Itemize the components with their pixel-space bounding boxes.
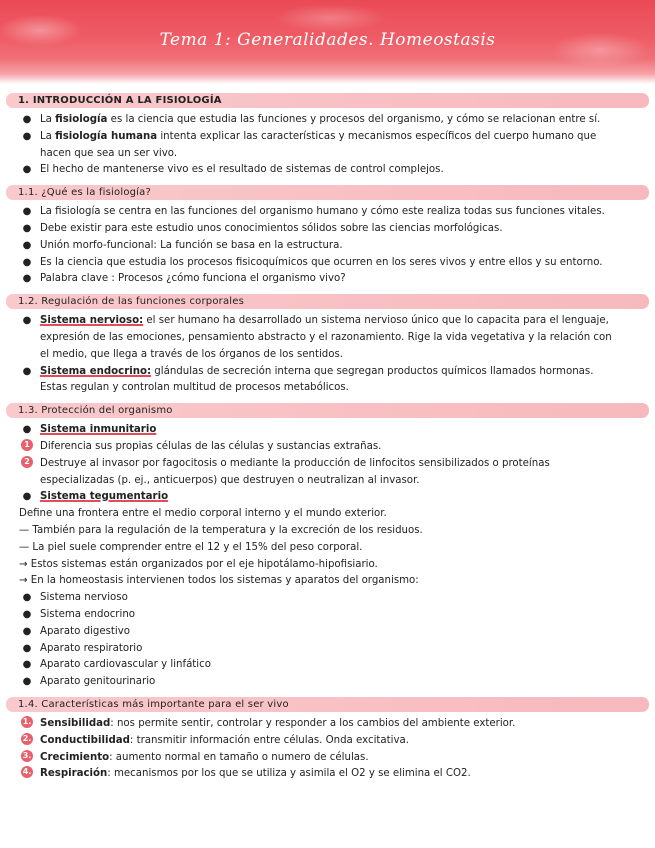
bullet-icon: ● [22,130,32,142]
bullet-icon: ● [22,206,32,218]
section-1-4-list [0,716,655,783]
section-heading-1-2: 1.2. Regulación de las funciones corporales [6,294,649,309]
number-badge: 1 [21,439,33,451]
number-badge: 2. [22,733,32,743]
bullet-icon: ● [22,676,32,688]
bullet-icon: ● [22,592,32,604]
number-badge: 1. [22,716,32,726]
numbered-item: 1. Sensibilidad: nos permite sentir, controlar y responder a los cambios del ambiente exterior. [22,716,516,729]
number-badge: 4. [22,767,32,777]
list-item [0,422,655,439]
section-1-3-list [0,422,655,691]
bullet-icon: ● [22,659,32,671]
list-item: ● Sistema nervioso: el ser humano ha desarrollado un sistema nervioso único que lo capacita para el lenguaje, [0,313,655,330]
bullet-icon: ● [22,256,32,268]
list-item: ● Sistema nervioso [0,590,655,607]
term-label: Sistema nervioso: [40,315,144,327]
text-line: → Estos sistemas están organizados por el eje hipotálamo-hipofisiario. [19,558,378,570]
list-item-continuation: expresión de las emociones, pensamiento abstracto y el razonamiento. Rige la vida vegetativa y la relación con [40,331,612,343]
list-item: ● La fisiología es la ciencia que estudia las funciones y procesos del organismo, y cómo se relacionan entre sí. [0,112,655,129]
bullet-icon: ● [22,114,32,125]
bullet-icon: ● [22,315,32,327]
list-item: ● Aparato genitourinario [0,674,655,691]
list-item [0,489,655,506]
list-item-continuation: Estas regulan y controlan multitud de procesos metabólicos. [40,382,349,394]
header-banner [0,0,655,84]
list-item-continuation: especializadas (p. ej., anticuerpos) que destruyen o neutralizan al invasor. [40,474,420,486]
bullet-icon: ● [22,642,32,654]
section-heading-1-4: 1.4. Características más importante para el ser vivo [6,697,649,712]
page-title: Tema 1: Generalidades. Homeostasis [159,30,496,50]
term-label: Sistema tegumentario [40,491,169,503]
numbered-item: 3. Crecimiento: aumento normal en tamaño o numero de células. [22,750,369,763]
text-line: — También para la regulación de la temperatura y la excreción de los residuos. [19,524,423,536]
bullet-icon: ● [22,424,32,436]
list-item: ● Sistema endocrino: glándulas de secreción interna que segregan productos químicos llamados hormonas. [0,364,655,381]
list-item: ● Sistema endocrino [0,607,655,624]
list-item: ● Unión morfo-funcional: La función se basa en la estructura. [0,238,655,255]
bullet-icon: ● [22,273,32,285]
section-heading-1: 1. INTRODUCCIÓN A LA FISIOLOGÍA [6,93,649,108]
term-label: Sistema inmunitario [40,424,157,436]
section-1-2-list [0,313,655,397]
section-1-list [0,112,655,179]
text-line: — La piel suele comprender entre el 12 y el 15% del peso corporal. [19,541,363,553]
list-item-continuation: el medio, que llega a través de los órganos de los sentidos. [40,348,344,360]
numbered-item: 2 Destruye al invasor por fagocitosis o mediante la producción de linfocitos sensibilizados o proteínas [0,456,655,473]
number-badge: 2 [21,456,33,468]
bullet-icon: ● [22,222,32,234]
list-item: ● Aparato respiratorio [0,641,655,658]
list-item: ● Aparato digestivo [0,624,655,641]
list-item: ● Debe existir para este estudio unos conocimientos sólidos sobre las ciencias morfológicas. [0,221,655,238]
text-line: Define una frontera entre el medio corporal interno y el mundo exterior. [19,508,387,520]
section-heading-1-3: 1.3. Protección del organismo [6,403,649,418]
list-item-continuation: hacen que sea un ser vivo. [40,147,178,159]
section-heading-1-1: 1.1. ¿Qué es la fisiología? [6,185,649,200]
list-item: ● Palabra clave : Procesos ¿cómo funciona el organismo vivo? [0,271,655,288]
list-item: ● Es la ciencia que estudia los procesos fisicoquímicos que ocurren en los seres vivos y entre ellos y su entorno. [0,255,655,272]
bullet-icon: ● [22,608,32,620]
list-item: ● El hecho de mantenerse vivo es el resultado de sistemas de control complejos. [0,162,655,179]
number-badge: 3. [22,750,32,760]
bullet-icon: ● [22,625,32,637]
bullet-icon: ● [22,365,32,377]
numbered-item: 2. Conductibilidad: transmitir información entre células. Onda excitativa. [22,733,409,746]
list-item: ● Aparato cardiovascular y linfático [0,657,655,674]
text-line: → En la homeostasis intervienen todos los sistemas y aparatos del organismo: [19,575,419,587]
bullet-icon: ● [22,164,32,176]
numbered-item: 4. Respiración: mecanismos por los que se utiliza y asimila el O2 y se elimina el CO2. [22,767,471,780]
bullet-icon: ● [22,491,32,503]
list-item: ● La fisiología humana intenta explicar las características y mecanismos específicos del cuerpo humano que [0,129,655,146]
section-1-1-list [0,204,655,288]
bullet-icon: ● [22,239,32,251]
list-item: ● La fisiología se centra en las funciones del organismo humano y cómo este realiza todas sus funciones vitales. [0,204,655,221]
term-label: Sistema endocrino: [40,365,152,377]
document-body [0,93,655,789]
numbered-item: 1 Diferencia sus propias células de las células y sustancias extrañas. [0,439,655,456]
